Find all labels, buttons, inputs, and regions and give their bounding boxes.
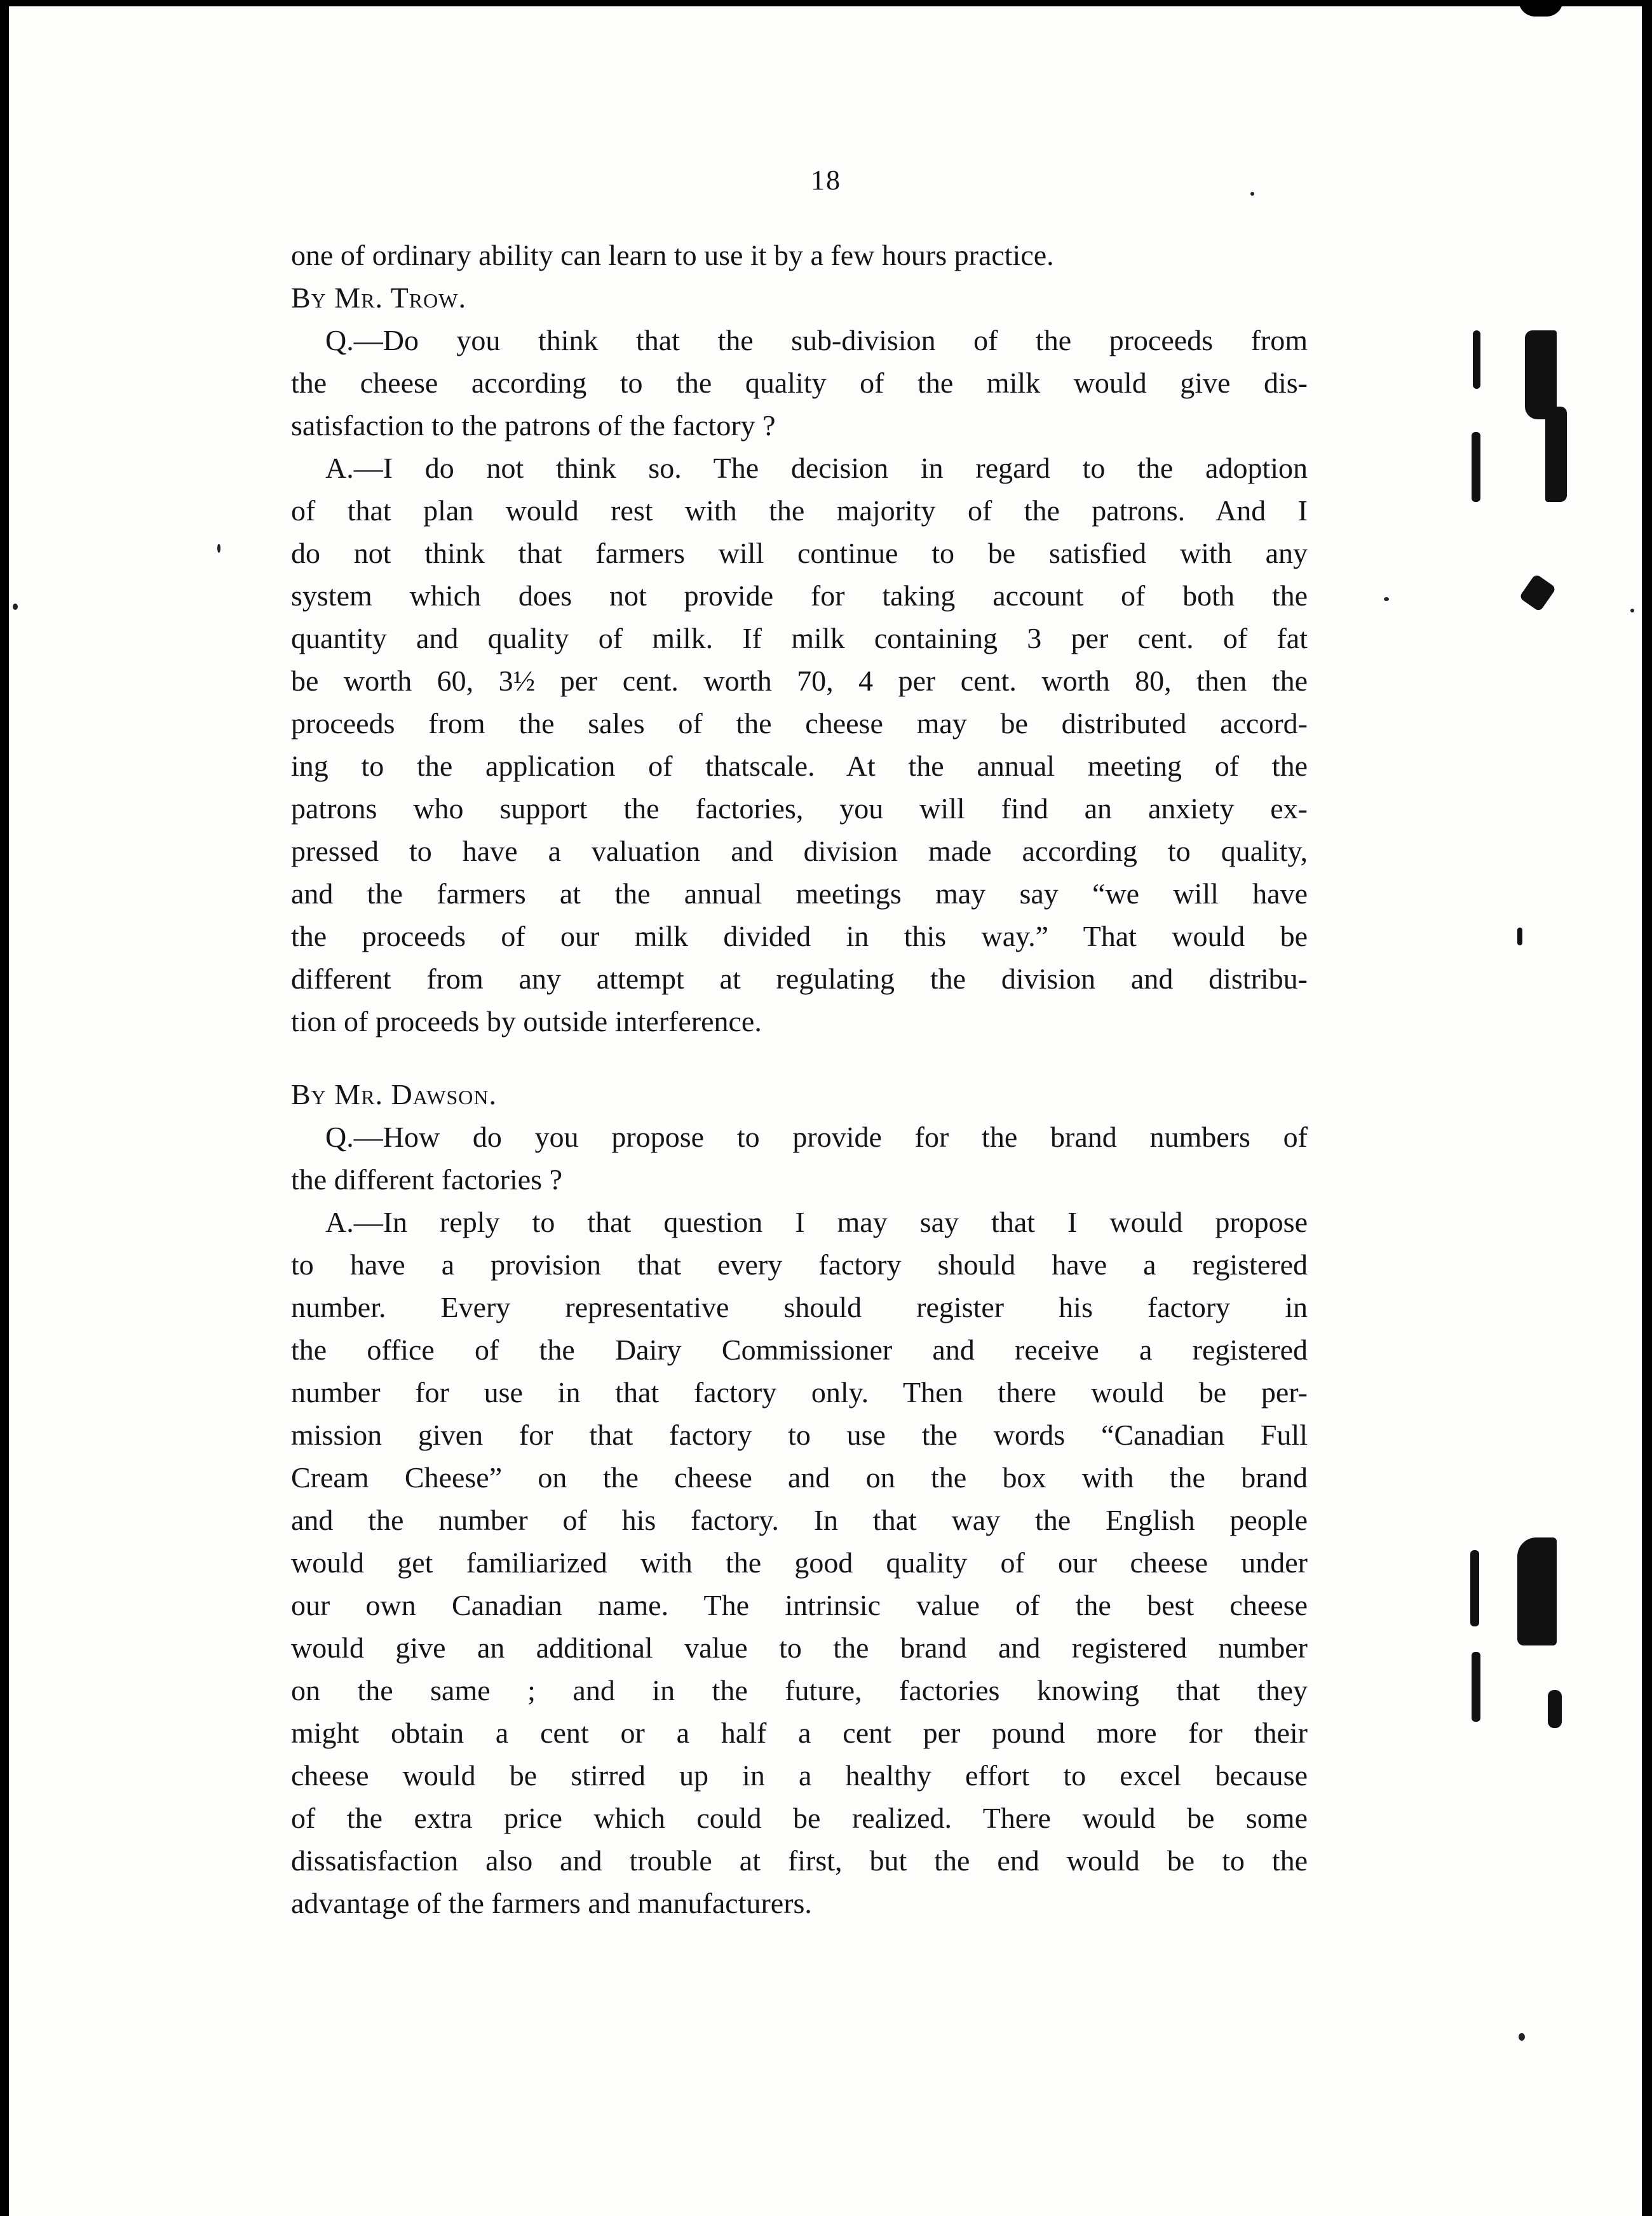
answer-paragraph-trow (291, 447, 1308, 1043)
scan-top-edge (0, 0, 1652, 6)
text-line: number. Every representative should register his factory in (291, 1291, 1308, 1323)
body-text (291, 234, 1308, 1924)
text-line: tion of proceeds by outside interference. (291, 1005, 762, 1037)
text-line: Q.—How do you propose to provide for the brand numbers of (325, 1121, 1308, 1153)
scan-right-edge (1642, 0, 1652, 2216)
text-line: mission given for that factory to use the words “Canadian Full (291, 1419, 1308, 1451)
text-line: of the extra price which could be realized. There would be some (291, 1802, 1308, 1834)
text-line: number for use in that factory only. Then there would be per- (291, 1376, 1308, 1409)
bleed-mark (1470, 1550, 1479, 1626)
text-line: would get familiarized with the good quality of our cheese under (291, 1546, 1308, 1579)
scan-speck (1519, 2033, 1525, 2041)
text-line: advantage of the farmers and manufacturers. (291, 1887, 812, 1919)
text-line: patrons who support the factories, you will find an anxiety ex- (291, 792, 1308, 825)
text-line: be worth 60, 3½ per cent. worth 70, 4 per cent. worth 80, then the (291, 665, 1308, 697)
text-line: one of ordinary ability can learn to use it by a few hours practice. (291, 239, 1054, 271)
scan-speck (1384, 597, 1389, 601)
text-line: the proceeds of our milk divided in this way.” That would be (291, 920, 1308, 952)
speaker-heading-trow: By Mr. Trow. (291, 281, 466, 314)
scan-left-edge (0, 0, 9, 2216)
text-line: to have a provision that every factory should have a registered (291, 1248, 1308, 1281)
scan-speck (1250, 192, 1254, 196)
text-line: ing to the application of thatscale. At the annual meeting of the (291, 750, 1308, 782)
scan-speck (1630, 609, 1634, 612)
continuation-paragraph (291, 234, 1308, 276)
question-paragraph-dawson (291, 1116, 1308, 1201)
text-line: the cheese according to the quality of the milk would give dis- (291, 367, 1308, 399)
text-line: quantity and quality of milk. If milk containing 3 per cent. of fat (291, 622, 1308, 654)
text-line: system which does not provide for taking account of both the (291, 579, 1308, 612)
text-line: pressed to have a valuation and division made according to quality, (291, 835, 1308, 867)
text-line: A.—In reply to that question I may say that I would propose (325, 1206, 1308, 1238)
text-line: different from any attempt at regulating the division and distribu- (291, 963, 1308, 995)
answer-paragraph-dawson (291, 1201, 1308, 1924)
section-gap (291, 1043, 1308, 1073)
bleed-mark (1473, 330, 1480, 389)
scan-speck (217, 544, 220, 553)
text-line: cheese would be stirred up in a healthy effort to excel because (291, 1759, 1308, 1792)
text-line: dissatisfaction also and trouble at first, but the end would be to the (291, 1844, 1308, 1877)
bleed-mark (1548, 1690, 1562, 1728)
scan-speck (13, 604, 18, 610)
text-line: of that plan would rest with the majority of the patrons. And I (291, 494, 1308, 527)
text-line: do not think that farmers will continue to be satisfied with any (291, 537, 1308, 569)
bleed-mark (1472, 432, 1480, 502)
scan-corner-mark (1519, 0, 1563, 17)
text-line: and the farmers at the annual meetings may say “we will have (291, 877, 1308, 910)
bleed-mark (1517, 928, 1522, 945)
text-line: our own Canadian name. The intrinsic value of the best cheese (291, 1589, 1308, 1621)
bleed-mark (1517, 1537, 1557, 1645)
text-line: satisfaction to the patrons of the factory ? (291, 409, 776, 442)
text-line: proceeds from the sales of the cheese may be distributed accord- (291, 707, 1308, 740)
text-line: A.—I do not think so. The decision in regard to the adoption (325, 452, 1308, 484)
text-line: Q.—Do you think that the sub-division of the proceeds from (325, 324, 1308, 356)
bleed-mark (1525, 330, 1557, 419)
page-number: 18 (811, 165, 841, 196)
text-line: the office of the Dairy Commissioner and receive a registered (291, 1334, 1308, 1366)
text-line: the different factories ? (291, 1163, 562, 1196)
text-line: would give an additional value to the brand and registered number (291, 1632, 1308, 1664)
bleed-mark (1545, 407, 1567, 502)
text-line: Cream Cheese” on the cheese and on the box with the brand (291, 1461, 1308, 1494)
question-paragraph-trow (291, 319, 1308, 447)
bleed-mark (1472, 1652, 1480, 1722)
bleed-mark (1519, 574, 1556, 612)
text-line: and the number of his factory. In that way the English people (291, 1504, 1308, 1536)
text-line: might obtain a cent or a half a cent per pound more for their (291, 1717, 1308, 1749)
speaker-heading-dawson: By Mr. Dawson. (291, 1078, 498, 1111)
text-line: on the same ; and in the future, factories knowing that they (291, 1674, 1308, 1706)
